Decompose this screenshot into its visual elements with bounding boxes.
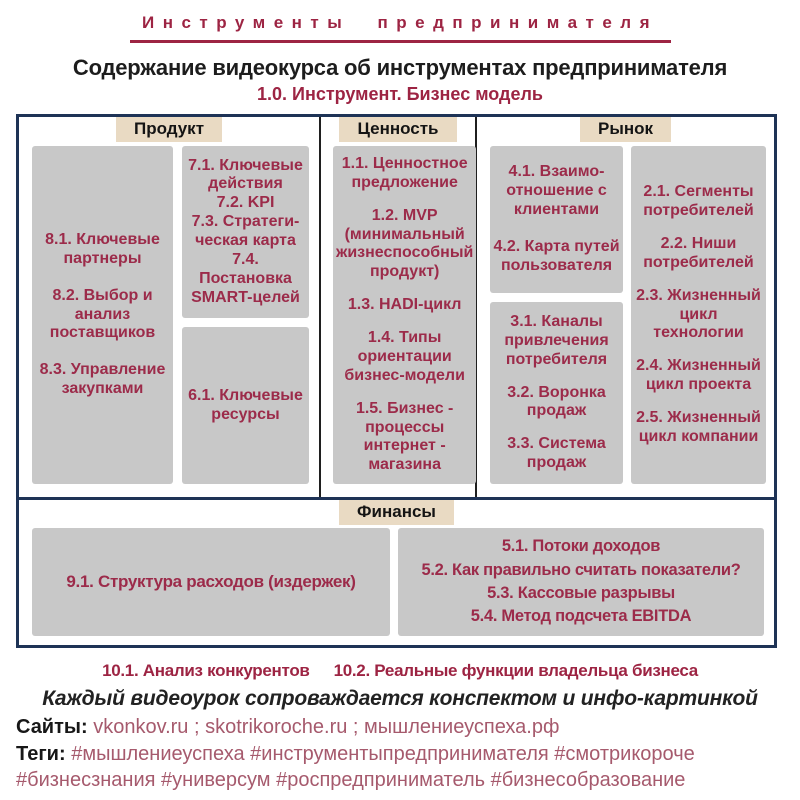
canvas-item: 1.2. MVP (минимальный жизнеспособный продукт): [336, 206, 474, 281]
canvas-item: 2.5. Жизненный цикл компании: [636, 409, 761, 445]
canvas-item: 1.5. Бизнес - процессы интернет - магазина: [355, 399, 454, 474]
product-right-stack: [182, 146, 309, 484]
canvas-item: 4.2. Карта путей пользователя: [493, 237, 620, 274]
page-header: [0, 0, 800, 105]
canvas-item: 3.1. Каналы привлечения потребителя: [504, 312, 609, 368]
value-boxes: [333, 146, 474, 484]
sites-label: Сайты:: [16, 716, 88, 738]
extra-topic: 10.2. Реальные функции владельца бизнеса: [333, 661, 698, 680]
value-column: [321, 117, 477, 497]
extra-topic: 10.1. Анализ конкурентов: [102, 661, 310, 680]
sites-value: vkonkov.ru ; skotrikoroche.ru ; мышлениеуспеха.рф: [93, 716, 560, 738]
market-left-stack: [490, 146, 623, 484]
canvas-item: 9.1. Структура расходов (издержек): [66, 571, 356, 591]
cost-structure-box: [32, 528, 390, 636]
market-column-header: Рынок: [580, 117, 671, 142]
key-actions-box: [182, 146, 309, 318]
canvas-item: 1.1. Ценностное предложение: [341, 154, 468, 191]
market-boxes: [490, 146, 766, 484]
canvas-item: 5.4. Метод подсчета EBITDA: [470, 607, 692, 626]
title-underline-rule: [130, 40, 671, 43]
canvas-item: 3.3. Система продаж: [507, 435, 606, 472]
business-model-canvas: [16, 114, 777, 648]
canvas-item: 2.4. Жизненный цикл проекта: [636, 357, 761, 394]
canvas-item: 7.1. Ключевые действия: [188, 156, 303, 193]
key-partners-box: [32, 146, 173, 484]
consumer-segments-box: [631, 146, 766, 484]
canvas-item: 4.1. Взаимо-отношение с клиентами: [506, 163, 607, 218]
product-column: [19, 117, 321, 497]
canvas-item: 8.2. Выбор и анализ поставщиков: [49, 286, 156, 342]
canvas-item: 8.1. Ключевые партнеры: [45, 230, 160, 267]
canvas-item: 1.3. HADI-цикл: [347, 296, 462, 314]
canvas-item: 7.4. Постановка SMART-целей: [191, 250, 300, 306]
canvas-item: 2.3. Жизненный цикл технологии: [636, 286, 761, 342]
canvas-item: 1.4. Типы ориентации бизнес-модели: [344, 329, 465, 384]
canvas-item: 7.3. Стратеги-ческая карта: [191, 213, 300, 249]
canvas-item: 2.2. Ниши потребителей: [643, 234, 754, 271]
key-resources-box: [182, 327, 309, 484]
market-column: [477, 117, 774, 497]
finance-section-header: Финансы: [339, 500, 454, 525]
canvas-item: 6.1. Ключевые ресурсы: [188, 386, 303, 423]
value-column-header: Ценность: [339, 117, 456, 142]
course-subtitle: Содержание видеокурса об инструментах предпринимателя: [72, 55, 728, 80]
note-line: Каждый видеоурок сопроваждается конспектом и инфо-картинкой: [42, 687, 758, 710]
page-title: Инструменты предпринимателя: [141, 13, 659, 32]
product-boxes: [32, 146, 309, 484]
canvas-top-row: [19, 117, 774, 497]
canvas-item: 5.1. Потоки доходов: [501, 537, 661, 556]
canvas-item: 5.3. Кассовые разрывы: [487, 584, 675, 602]
canvas-item: 5.2. Как правильно считать показатели?: [421, 560, 741, 579]
finance-section: [19, 497, 774, 645]
sites-line: [16, 716, 784, 739]
tags-line: [16, 741, 784, 794]
tags-value: #мышлениеуспеха #инструментыпредпринимателя #смотрикороче #бизнесзнания #универсум #роспредприниматель #бизнесобразование: [16, 743, 695, 792]
finance-boxes: [32, 528, 764, 636]
product-column-header: Продукт: [116, 117, 222, 142]
canvas-item: 8.3. Управление закупками: [39, 361, 166, 398]
tags-label: Теги:: [16, 743, 66, 765]
lesson-title: 1.0. Инструмент. Бизнес модель: [256, 84, 543, 104]
value-proposition-box: [333, 146, 476, 484]
sales-channels-box: [490, 302, 623, 484]
canvas-item: 7.2. KPI: [216, 194, 275, 212]
income-streams-box: [398, 528, 764, 636]
extra-topics-line: [0, 661, 800, 681]
canvas-item: 3.2. Воронка продаж: [507, 383, 606, 420]
canvas-item: 2.1. Сегменты потребителей: [643, 183, 754, 220]
customer-relations-box: [490, 146, 623, 293]
